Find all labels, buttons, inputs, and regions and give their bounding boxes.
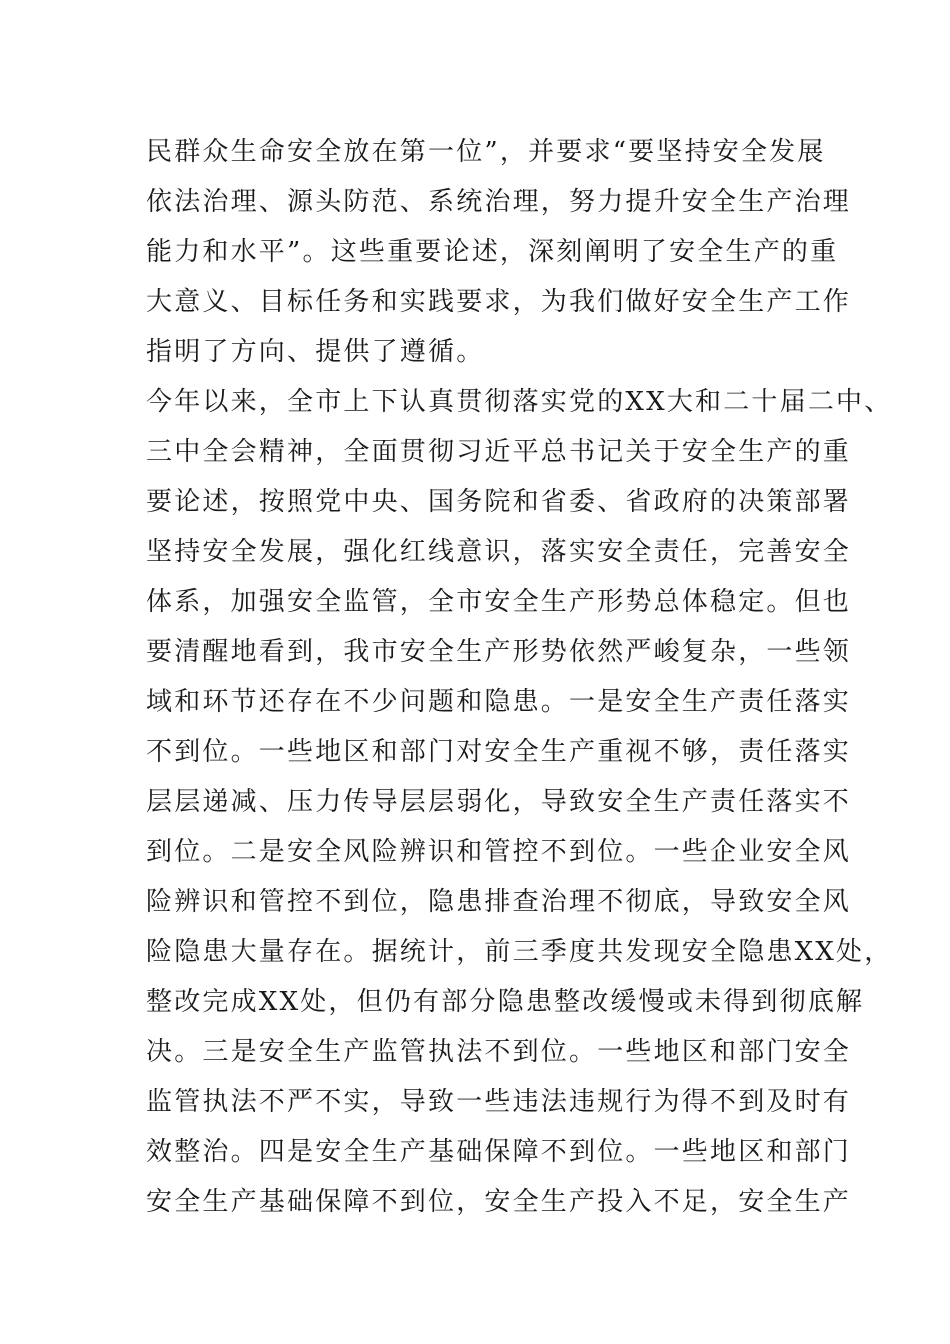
text-line: 三中全会精神，全面贯彻习近平总书记关于安全生产的重 bbox=[146, 437, 852, 467]
text-line: 要清醒地看到，我市安全生产形势依然严峻复杂，一些领 bbox=[146, 637, 852, 667]
text-line: 坚持安全发展，强化红线意识，落实安全责任，完善安全 bbox=[146, 537, 852, 567]
text-line: 依法治理、源头防范、系统治理，努力提升安全生产治理 bbox=[146, 187, 852, 217]
text-line: 体系，加强安全监管，全市安全生产形势总体稳定。但也 bbox=[146, 587, 852, 617]
text-line: 不到位。一些地区和部门对安全生产重视不够，责任落实 bbox=[146, 737, 852, 767]
text-line: 能力和水平”。这些重要论述，深刻阐明了安全生产的重 bbox=[146, 237, 839, 267]
text-line: 域和环节还存在不少问题和隐患。一是安全生产责任落实 bbox=[146, 687, 852, 717]
text-line: 险隐患大量存在。据统计，前三季度共发现安全隐患XX处， bbox=[146, 937, 893, 967]
text-line: 民群众生命安全放在第一位”，并要求“要坚持安全发展 bbox=[146, 137, 826, 167]
text-line: 监管执法不严不实，导致一些违法违规行为得不到及时有 bbox=[146, 1087, 852, 1117]
text-line: 到位。二是安全风险辨识和管控不到位。一些企业安全风 bbox=[146, 837, 852, 867]
text-line: 今年以来，全市上下认真贯彻落实党的XX大和二十届二中、 bbox=[146, 387, 893, 417]
text-line: 大意义、目标任务和实践要求，为我们做好安全生产工作 bbox=[146, 287, 852, 317]
text-line: 安全生产基础保障不到位，安全生产投入不足，安全生产 bbox=[146, 1187, 852, 1217]
text-line: 层层递减、压力传导层层弱化，导致安全生产责任落实不 bbox=[146, 787, 852, 817]
text-line: 整改完成XX处，但仍有部分隐患整改缓慢或未得到彻底解 bbox=[146, 987, 865, 1017]
text-line: 效整治。四是安全生产基础保障不到位。一些地区和部门 bbox=[146, 1137, 852, 1167]
text-line: 决。三是安全生产监管执法不到位。一些地区和部门安全 bbox=[146, 1037, 852, 1067]
text-line: 指明了方向、提供了遵循。 bbox=[146, 337, 485, 367]
document-body bbox=[146, 127, 893, 1227]
text-line: 要论述，按照党中央、国务院和省委、省政府的决策部署 bbox=[146, 487, 852, 517]
text-line: 险辨识和管控不到位，隐患排查治理不彻底，导致安全风 bbox=[146, 887, 852, 917]
